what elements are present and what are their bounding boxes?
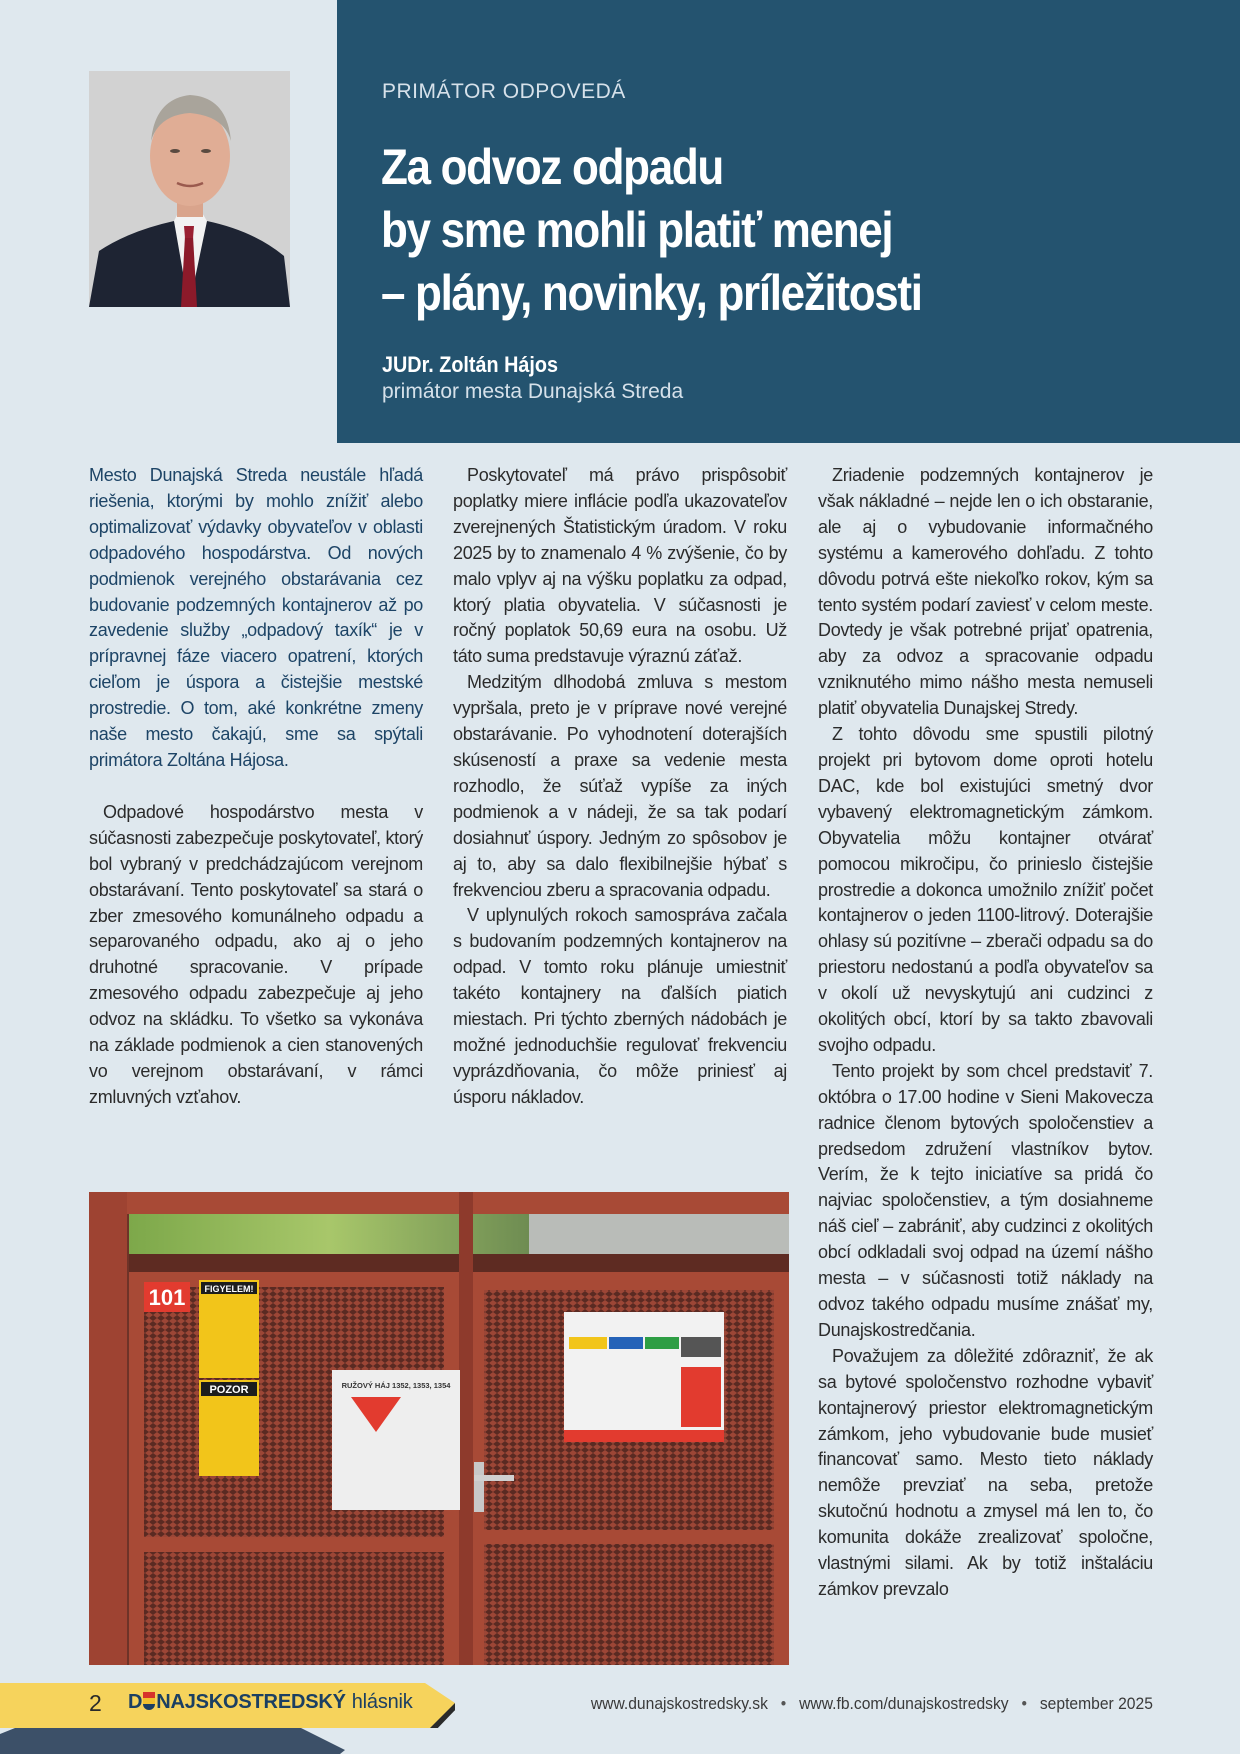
article-column-1 (89, 463, 423, 1111)
section-kicker: PRIMÁTOR ODPOVEDÁ (382, 80, 626, 103)
logo-text: DSKÝ (290, 1691, 346, 1713)
author-portrait (89, 71, 290, 307)
sign-number: 101 (148, 1285, 186, 1310)
article-paragraph: Z tohto dôvodu sme spustili pilotný projekt pri bytovom dome oproti hotelu DAC, kde bol existujúci smetný dvor vybavený elektromagnetickým zámkom. Obyvatelia môžu kontajner otvárať pomocou mikročipu, čo prinieslo čistejšie prostredie a dokonca umožnilo znížiť počet kontajnerov o jeden 1100-litrový. Doterajšie ohlasy sú pozitívne – zberači odpadu sa do priestoru nedostanú a podľa obyvateľov sa v okolí už nevyskytujú ani cudzinci z okolitých obcí, ktorí by sa takto zbavovali svojho odpadu. (818, 724, 1153, 1055)
article-paragraph: Považujem za dôležité zdôrazniť, že ak sa bytové spoločenstvo rozhodne vybaviť kontajnerový priestor elektromagnetickým zámkom, jeho vybudovanie bude musieť financovať samo. Mesto tieto náklady nemôže prevziať na seba, pretože skutočnú hodnotu a zmysel má len to, čo komunita dokáže zrealizovať spoločne, vlastnými silami. Ak by totiž inštaláciu zámkov prevzalo (818, 1345, 1153, 1599)
headline-line: Za odvoz odpadu (381, 139, 723, 195)
article-paragraph: Zriadenie podzemných kontajnerov je však nákladné – nejde len o ich obstaranie, ale aj o vybudovanie informačného systému a kamerového dohľadu. Z tohto dôvodu potrvá ešte niekoľko rokov, kým sa tento systém podarí zaviesť v celom meste. Dovtedy je však potrebné prijať opatrenia, aby za odvoz a spracovanie odpadu vzniknutého mimo nášho mesta nemuseli platiť obyvatelia Dunajskej Stredy. (818, 465, 1153, 719)
container-enclosure-photo (89, 1192, 789, 1665)
facebook-link[interactable]: www.fb.com/dunajskostredsky (799, 1694, 1009, 1713)
publication-logo (128, 1690, 413, 1714)
logo-text: D (128, 1691, 143, 1713)
separator: • (780, 1694, 787, 1713)
headline (381, 136, 1103, 325)
page-number: 2 (89, 1690, 102, 1716)
article-paragraph: Poskytovateľ má právo prispôsobiť poplatky miere inflácie podľa ukazovateľov zverejnených Štatistickým úradom. V roku 2025 by to znamenalo 4 % zvýšenie, čo by malo vplyv aj na výšku poplatku za odpad, ktorý platia obyvatelia. V súčasnosti je ročný poplatok 50,69 eura na osobu. Už táto suma predstavuje výraznú záťaž. (453, 465, 787, 667)
sign-figyelem: FIGYELEM! (204, 1284, 254, 1294)
logo-suffix: hlásnik (351, 1691, 413, 1713)
article-lead: Mesto Dunajská Streda neustále hľadá riešenia, ktorými by mohlo znížiť alebo optimalizovať výdavky obyvateľov v oblasti odpadového hospodárstva. Od nových podmienok verejného obstarávania cez budovanie podzemných kontajnerov až po zavedenie služby „odpadový taxík“ je v prípravnej fáze viacero opatrení, ktorých cieľom je úspora a čistejšie mestské prostredie. O tom, aké konkrétne zmeny naše mesto čakajú, sme sa spýtali primátora Zoltána Hájosa. (89, 465, 423, 770)
article-paragraph: Medzitým dlhodobá zmluva s mestom vypršala, preto je v príprave nové verejné obstarávanie. Po vyhodnotení doterajších skúseností a praxe sa vedenie mesta rozhodlo, že súťaž vypíše za iných podmienok a v nádeji, že sa tak podarí dosiahnuť úspory. Jedným zo spôsobov je aj to, aby sa dalo flexibilnejšie hýbať s frekvenciou zberu a spracovania odpadu. (453, 672, 787, 900)
sign-pozor: POZOR (209, 1384, 249, 1396)
footer-links (591, 1694, 1153, 1714)
article-paragraph: Tento projekt by som chcel predstaviť 7. októbra o 17.00 hodine v Sieni Makovecza radnice členom bytových spoločenstiev a predsedom združení vlastníkov bytov. Verím, že k tejto iniciatíve sa pridá čo najviac spoločenstiev, a tým dosiahneme náš cieľ – zabrániť, aby cudzinci z okolitých obcí odkladali svoj odpad na území nášho mesta – v súčasnosti totiž náklady na odvoz takého odpadu musíme znášať my, Dunajskostredčania. (818, 1060, 1153, 1340)
article-column-2 (453, 463, 787, 1111)
issue-date: september 2025 (1039, 1694, 1153, 1713)
headline-line: – plány, novinky, príležitosti (381, 265, 922, 321)
author-role: primátor mesta Dunajská Streda (382, 380, 684, 403)
headline-line: by sme mohli platiť menej (381, 202, 893, 258)
separator: • (1021, 1694, 1028, 1713)
logo-text: E (277, 1691, 291, 1713)
website-link[interactable]: www.dunajskostredsky.sk (590, 1694, 768, 1713)
sign-location: RUŽOVÝ HÁJ 1352, 1353, 1354 (341, 1381, 451, 1390)
logo-text: NAJSKOSTR (156, 1691, 278, 1713)
coat-of-arms-icon (143, 1692, 155, 1710)
article-photo (89, 1192, 789, 1665)
article-paragraph: Odpadové hospodárstvo mesta v súčasnosti zabezpečuje poskytovateľ, ktorý bol vybraný v predchádzajúcom verejnom obstarávaní. Tento poskytovateľ sa stará o zber zmesového komunálneho odpadu a separovaného odpadu, ako aj o jeho druhotné spracovanie. V prípade zmesového odpadu zabezpečuje aj jeho odvoz na skládku. To všetko sa vykonáva na základe podmienok a cien stanovených vo verejnom obstarávaní, v rámci zmluvných vzťahov. (89, 801, 423, 1107)
article-paragraph: V uplynulých rokoch samospráva začala s budovaním podzemných kontajnerov na odpad. V tomto roku plánuje umiestniť takéto kontajnery na ďalších piatich miestach. Pri týchto zberných nádobách je možné jednoduchšie regulovať frekvenciu vyprázdňovania, čo môže priniesť aj úsporu nákladov. (453, 905, 787, 1107)
article-column-3 (818, 463, 1153, 1603)
author-name: JUDr. Zoltán Hájos (382, 352, 559, 377)
portrait-image (89, 71, 290, 307)
